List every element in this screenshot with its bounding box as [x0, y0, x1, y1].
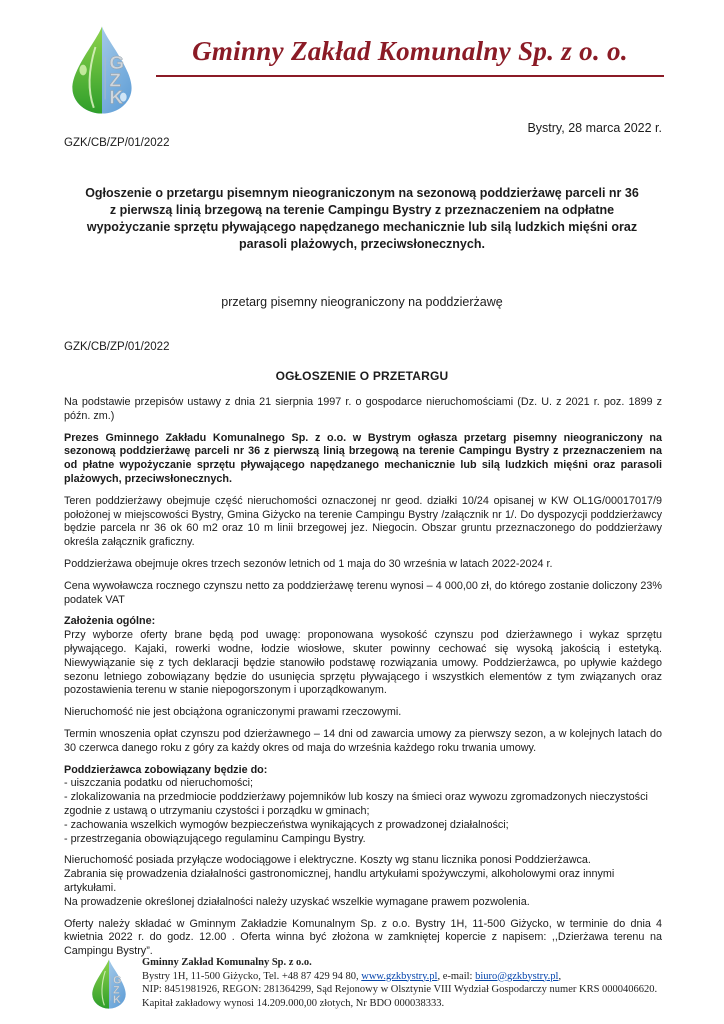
paragraph-restrictions: Zabrania się prowadzenia działalności gastronomicznej, handlu artykułami spożywczymi, alkoholowymi oraz innymi artykułami.: [64, 868, 615, 894]
footer-text: [142, 956, 657, 1010]
paragraph-offers: Oferty należy składać w Gminnym Zakładzie Komunalnym Sp. z o.o. Bystry 1H, 11-500 Giżycko, w terminie do dnia 4 kwietnia 2022 r. do godz. 12.00 . Oferta winna być złożona w zamkniętej kopercie z napisem: ,,Dzierżawa terenu na Campingu Bystry”.: [64, 917, 662, 958]
paragraph-utilities: Nieruchomość posiada przyłącze wodociągowe i elektryczne. Koszty wg stanu licznika ponosi Poddzierżawca.: [64, 854, 591, 867]
footer-company-name: Gminny Zakład Komunalny Sp. z o.o.: [142, 957, 312, 968]
letterhead-right: [156, 24, 664, 77]
obligation-item: - uiszczania podatku od nieruchomości;: [64, 777, 254, 790]
logo-divider: [104, 57, 105, 100]
reference-number: GZK/CB/ZP/01/2022: [64, 137, 170, 149]
paragraph-permits: Na prowadzenie określonej działalności należy uzyskać wszelkie wymagane prawem pozwolenia.: [64, 895, 530, 908]
footer-contact-end: ,: [558, 970, 562, 982]
logo-letter-z: Z: [113, 984, 120, 997]
paragraph-payment-term: Termin wnoszenia opłat czynszu pod dzierżawnego – 14 dni od zawarcia umowy za pierwszy sezon, a w kolejnych latach do 30 czerwca danego roku z góry za każdy okres od maja do września każdego roku trwania umowy.: [64, 727, 662, 754]
logo-divider: [110, 977, 111, 1001]
logo-letter-z: Z: [109, 70, 121, 92]
date-line: Bystry, 28 marca 2022 r.: [527, 121, 662, 135]
paragraph-terrain: Teren poddzierżawy obejmuje część nieruchomości oznaczonej nr geod. działki 10/24 opisanej w KW OL1G/00017017/9 położonej w miejscowości Bystry, Gmina Giżycko na terenie Campingu Bystry /załącznik nr 1/. Do dyspozycji poddzierżawcy będzie parcela nr 36 ok 60 m2 oraz 10 m linii brzegowej jez. Niegocin. Obszar gruntu przeznaczonego do poddzierżawy określa załącznik graficzny.: [64, 494, 662, 549]
footer-contact-line: [142, 970, 657, 984]
announcement-subtitle: przetarg pisemny nieograniczony na poddzierżawę: [221, 295, 503, 309]
heading-assumptions: Założenia ogólne:: [64, 615, 156, 628]
letterhead: [0, 0, 724, 116]
reference-number-2: GZK/CB/ZP/01/2022: [64, 341, 170, 353]
heading-obligations: Poddzierżawca zobowiązany będzie do:: [64, 763, 268, 776]
paragraph-legal-basis: Na podstawie przepisów ustawy z dnia 21 sierpnia 1997 r. o gospodarce nieruchomościami (Dz. U. z 2021 r. poz. 1899 z późn. zm.): [64, 396, 662, 422]
logo-letter-k: K: [109, 87, 124, 109]
paragraph-period: Poddzierżawa obejmuje okres trzech sezonów letnich od 1 maja do 30 września w latach 2022-2024 r.: [64, 557, 553, 570]
gzk-logo-small: [88, 958, 130, 1010]
paragraph-assumptions: Przy wyborze oferty brane będą pod uwagę: proponowana wysokość czynszu pod dzierżawnego i wykaz sprzętu pływającego. Kajaki, rowerki wodne, łodzie wiosłowe, skuter powinny cechować się wysoką jakością i estetyką. Niewywiązanie się z tych deklaracji będzie stanowiło podstawę rozwiązania umowy. Poddzierżawca, po upływie każdego sezonu letniego zobowiązany będzie do usunięcia sprzętu pływającego i wszystkich elementów z tym związanych oraz pozostawienia terenu w stanie niepogorszonym i uporządkowanym.: [64, 629, 662, 697]
logo-letter-k: K: [113, 994, 121, 1007]
footer-capital-line: Kapitał zakładowy wynosi 14.209.000,00 złotych, Nr BDO 000038333.: [142, 997, 445, 1009]
leaf-highlight: [79, 65, 86, 76]
company-title: Gminny Zakład Komunalny Sp. z o. o.: [192, 36, 628, 66]
footer: [88, 956, 684, 1010]
announcement-heading: Ogłoszenie o przetargu pisemnym nieograniczonym na sezonową poddzierżawę parceli nr 36 z pierwszą linią brzegową na terenie Campingu Bystry z przeznaczeniem na odpłatne wypożyczanie sprzętu pływającego napędzanego mechanicznie lub silą ludzkich mięśni oraz parasoli plażowych, przeciwsłonecznych.: [85, 186, 639, 251]
footer-website-link[interactable]: www.gzkbystry.pl: [361, 970, 438, 982]
gzk-logo: [58, 24, 146, 116]
footer-registry-line: NIP: 8451981926, REGON: 281364299, Sąd Rejonowy w Olsztynie VIII Wydział Gospodarczy numer KRS 0000406620.: [142, 984, 658, 995]
paragraph-encumbrance: Nieruchomość nie jest obciążona ograniczonymi prawami rzeczowymi.: [64, 706, 402, 719]
obligation-item: - zlokalizowania na przedmiocie poddzierżawy pojemników lub koszy na śmieci oraz wywozu zgromadzonych nieczystości zgodnie z ustawą o utrzymaniu czystości i porządku w gminach;: [64, 791, 648, 817]
footer-address: Bystry 1H, 11-500 Giżycko, Tel. +48 87 429 94 80,: [142, 970, 362, 982]
obligation-item: - zachowania wszelkich wymogów bezpieczeństwa wynikających z prowadzonej działalności;: [64, 818, 509, 831]
paragraph-price: Cena wywoławcza rocznego czynszu netto za poddzierżawę terenu wynosi – 4 000,00 zł, do którego zostanie doliczony 23% podatek VAT: [64, 579, 662, 606]
document-body: [64, 396, 662, 959]
footer-email-label: , e-mail:: [437, 970, 476, 982]
obligation-item: - przestrzegania obowiązującego regulaminu Campingu Bystry.: [64, 832, 366, 845]
header-divider: [156, 75, 664, 77]
paragraph-announcement: Prezes Gminnego Zakładu Komunalnego Sp. z o.o. w Bystrym ogłasza przetarg pisemny nieograniczony na sezonową poddzierżawę parceli nr 36 z pierwszą linią brzegową na terenie Campingu Bystry z przeznaczeniem na od płatne wypożyczanie sprzętu pływającego napędzanego mechanicznie lub silą ludzkich mięśni oraz parasoli plażowych, przeciwsłonecznych.: [64, 431, 662, 485]
logo-letter-g: G: [109, 53, 125, 75]
logo-letter-g: G: [113, 974, 122, 987]
section-title: OGŁOSZENIE O PRZETARGU: [275, 369, 449, 383]
footer-email-link[interactable]: biuro@gzkbystry.pl: [475, 970, 559, 982]
